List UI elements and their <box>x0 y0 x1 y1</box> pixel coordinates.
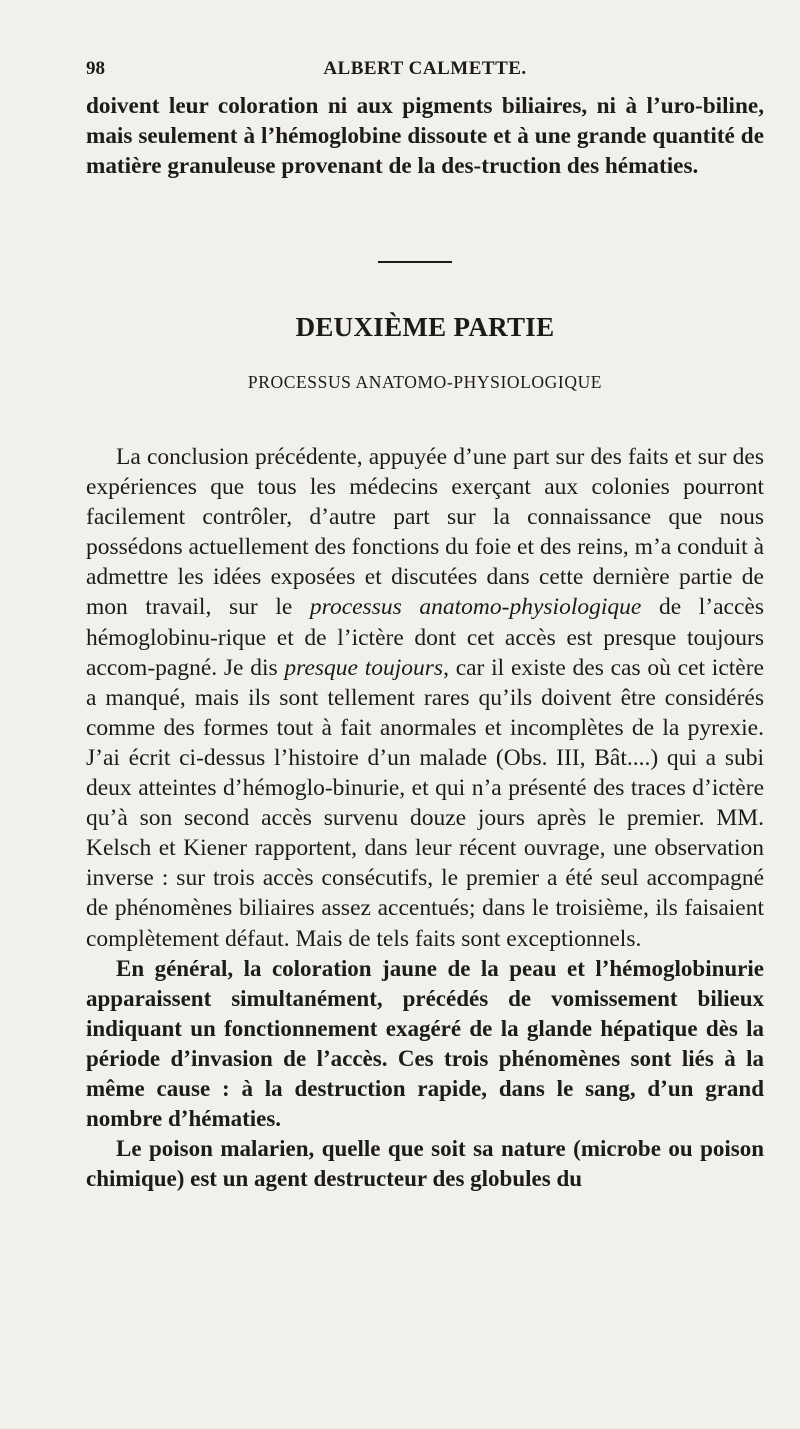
italic-phrase: presque toujours <box>284 654 444 681</box>
opening-paragraph-block <box>86 91 764 181</box>
section-divider <box>378 261 452 263</box>
section-subtitle: PROCESSUS ANATOMO-PHYSIOLOGIQUE <box>247 372 603 392</box>
paragraph: En général, la coloration jaune de la peau et l’hémoglobinurie apparaissent simultanément, précédés de vomissement bilieux indiquant un fonctionnement exagéré de la glande hépatique dès la période d’invasion de l’accès. Ces trois phénomènes sont liés à la même cause : à la destruction rapide, dans le sang, d’un grand nombre d’hématies. <box>86 955 764 1132</box>
paragraph: Le poison malarien, quelle que soit sa nature (microbe ou poison chimique) est un agent destructeur des globules du <box>86 1136 764 1192</box>
running-head <box>86 58 764 82</box>
paragraph <box>86 442 764 954</box>
paragraph-text: La conclusion précédente, appuyée d’une part sur des faits et sur des expériences que tous les médecins exerçant aux colonies pourront facilement contrôler, d’autre part sur la connaissance que nous possédons actuellement des fonctions du foie et des reins, m’a conduit à admettre les idées exposées et discutées dans cette dernière partie de mon travail, sur le <box>86 444 764 621</box>
opening-paragraph: doivent leur coloration ni aux pigments biliaires, ni à l’uro-biline, mais seulement à l’hémoglobine dissoute et à une grande quantité de matière granuleuse provenant de la des-truction des hématies. <box>86 93 764 180</box>
running-head-title: ALBERT CALMETTE. <box>323 58 527 79</box>
page-number: 98 <box>86 58 105 79</box>
paragraph-text: , car il existe des cas où cet ictère a manqué, mais ils sont tellement rares qu’ils doivent être considérés comme des formes tout à fait anormales et incomplètes de la pyrexie. J’ai écrit ci-dessus l’histoire d’un malade (Obs. III, Bât....) qui a subi deux atteintes d’hémoglo-binurie, et qui n’a présenté des traces d’ictère qu’à son second accès survenu douze jours après le premier. MM. Kelsch et Kiener rapportent, dans leur récent ouvrage, une observation inverse : sur trois accès consécutifs, le premier a été seul accompagné de phénomènes biliaires assez accentués; dans le troisième, ils faisaient complètement défaut. Mais de tels faits sont exceptionnels. <box>86 654 764 952</box>
paragraph-text: de l’accès hémoglobinu-rique et de l’ictère dont cet accès est presque toujours accom-pagné. Je dis <box>86 594 764 681</box>
part-title: DEUXIÈME PARTIE <box>295 312 555 342</box>
italic-phrase: processus anatomo-physiologique <box>309 594 642 621</box>
main-text <box>86 442 764 1194</box>
